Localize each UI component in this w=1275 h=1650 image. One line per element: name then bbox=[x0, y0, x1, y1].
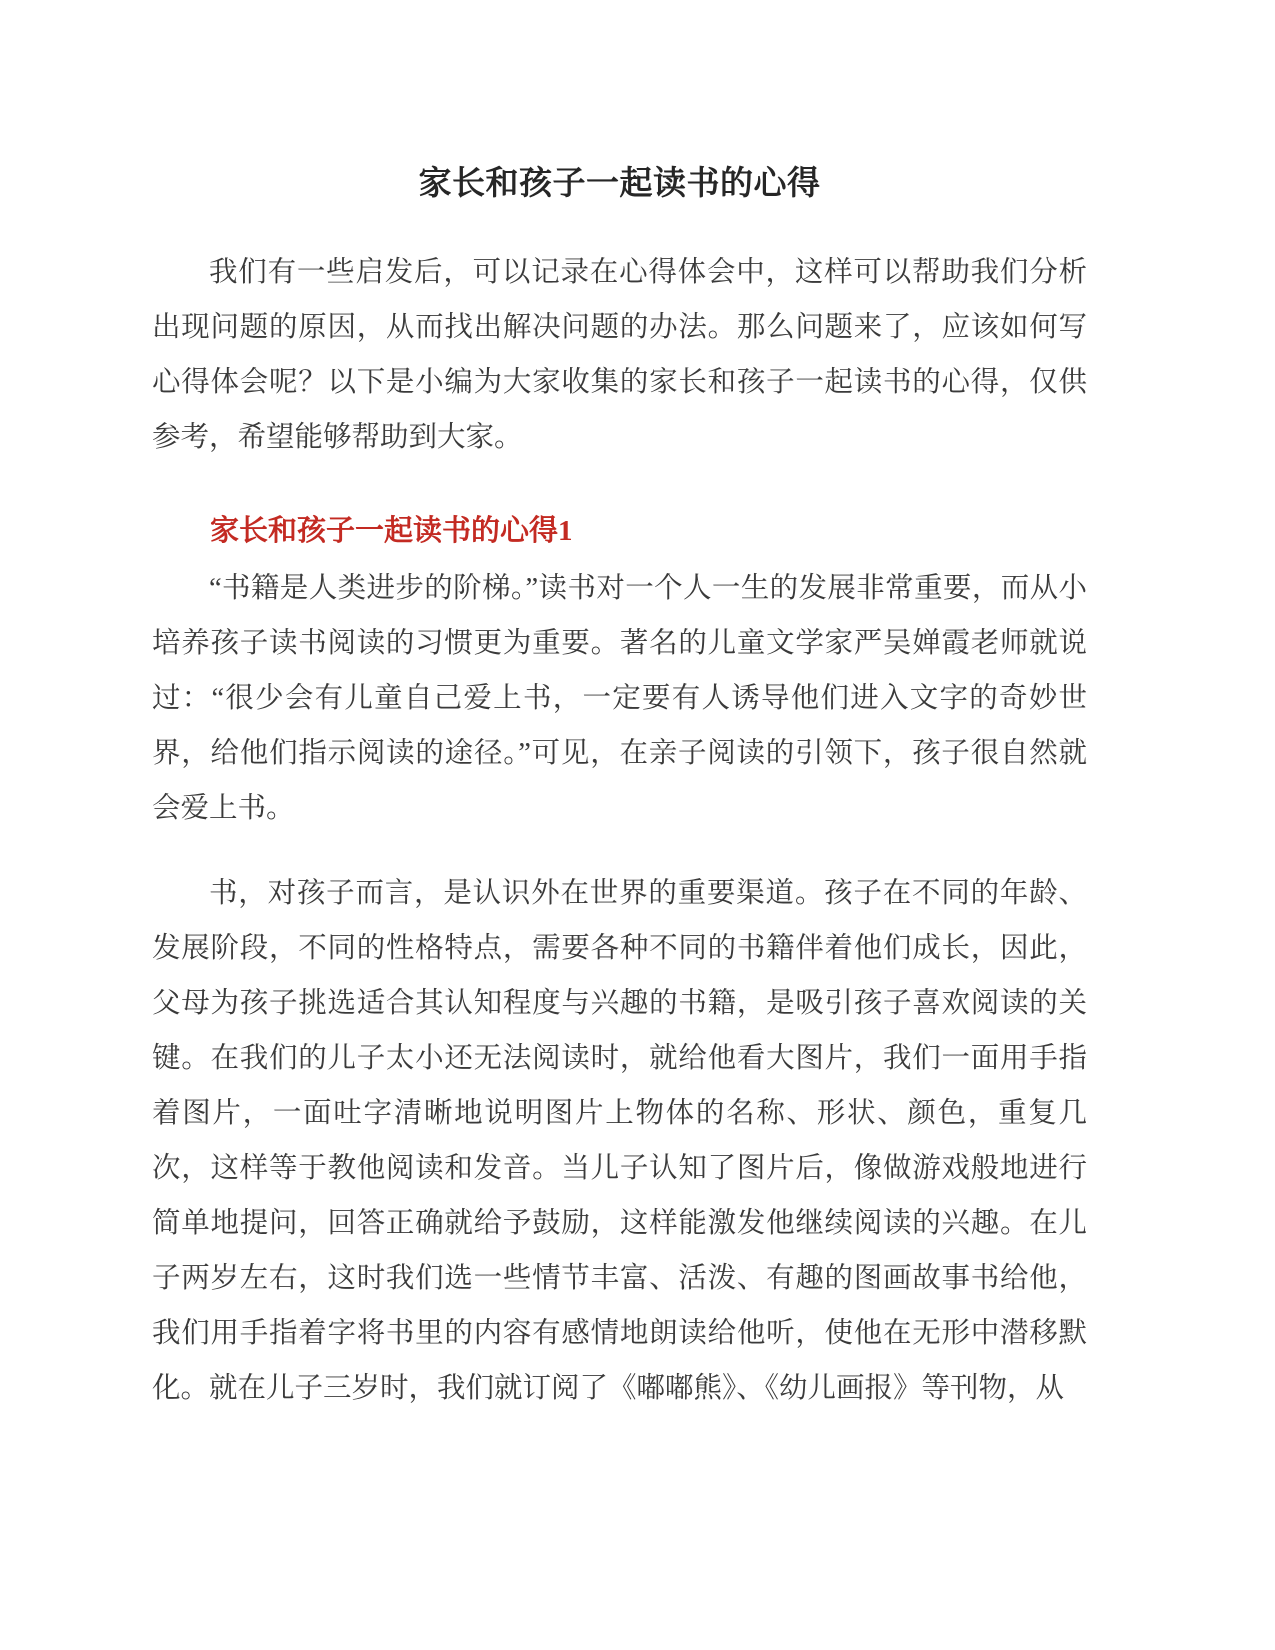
page-title: 家长和孩子一起读书的心得 bbox=[418, 163, 821, 202]
intro-paragraph: 我们有一些启发后，可以记录在心得体会中，这样可以帮助我们分析出现问题的原因，从而找出解决问题的办法。那么问题来了，应该如何写心得体会呢？以下是小编为大家收集的家长和孩子一起读书的心得，仅供参考，希望能够帮助到大家。 bbox=[152, 257, 1087, 454]
page-content bbox=[152, 0, 1087, 1416]
section-heading-1: 家长和孩子一起读书的心得1 bbox=[210, 515, 573, 548]
section-paragraph-2: 书，对孩子而言，是认识外在世界的重要渠道。孩子在不同的年龄、发展阶段，不同的性格特点，需要各种不同的书籍伴着他们成长，因此，父母为孩子挑选适合其认知程度与兴趣的书籍，是吸引孩子喜欢阅读的关键。在我们的儿子太小还无法阅读时，就给他看大图片，我们一面用手指着图片，一面吐字清晰地说明图片上物体的名称、形状、颜色，重复几次，这样等于教他阅读和发音。当儿子认知了图片后，像做游戏般地进行简单地提问，回答正确就给予鼓励，这样能激发他继续阅读的兴趣。在儿子两岁左右，这时我们选一些情节丰富、活泼、有趣的图画故事书给他，我们用手指着字将书里的内容有感情地朗读给他听，使他在无形中潜移默化。就在儿子三岁时，我们就订阅了《嘟嘟熊》、《幼儿画报》等刊物，从 bbox=[152, 878, 1087, 1405]
section-paragraph-1: “书籍是人类进步的阶梯。”读书对一个人一生的发展非常重要，而从小培养孩子读书阅读的习惯更为重要。著名的儿童文学家严吴婵霞老师就说过：“很少会有儿童自己爱上书，一定要有人诱导他们进入文字的奇妙世界，给他们指示阅读的途径。”可见，在亲子阅读的引领下，孩子很自然就会爱上书。 bbox=[152, 573, 1087, 825]
